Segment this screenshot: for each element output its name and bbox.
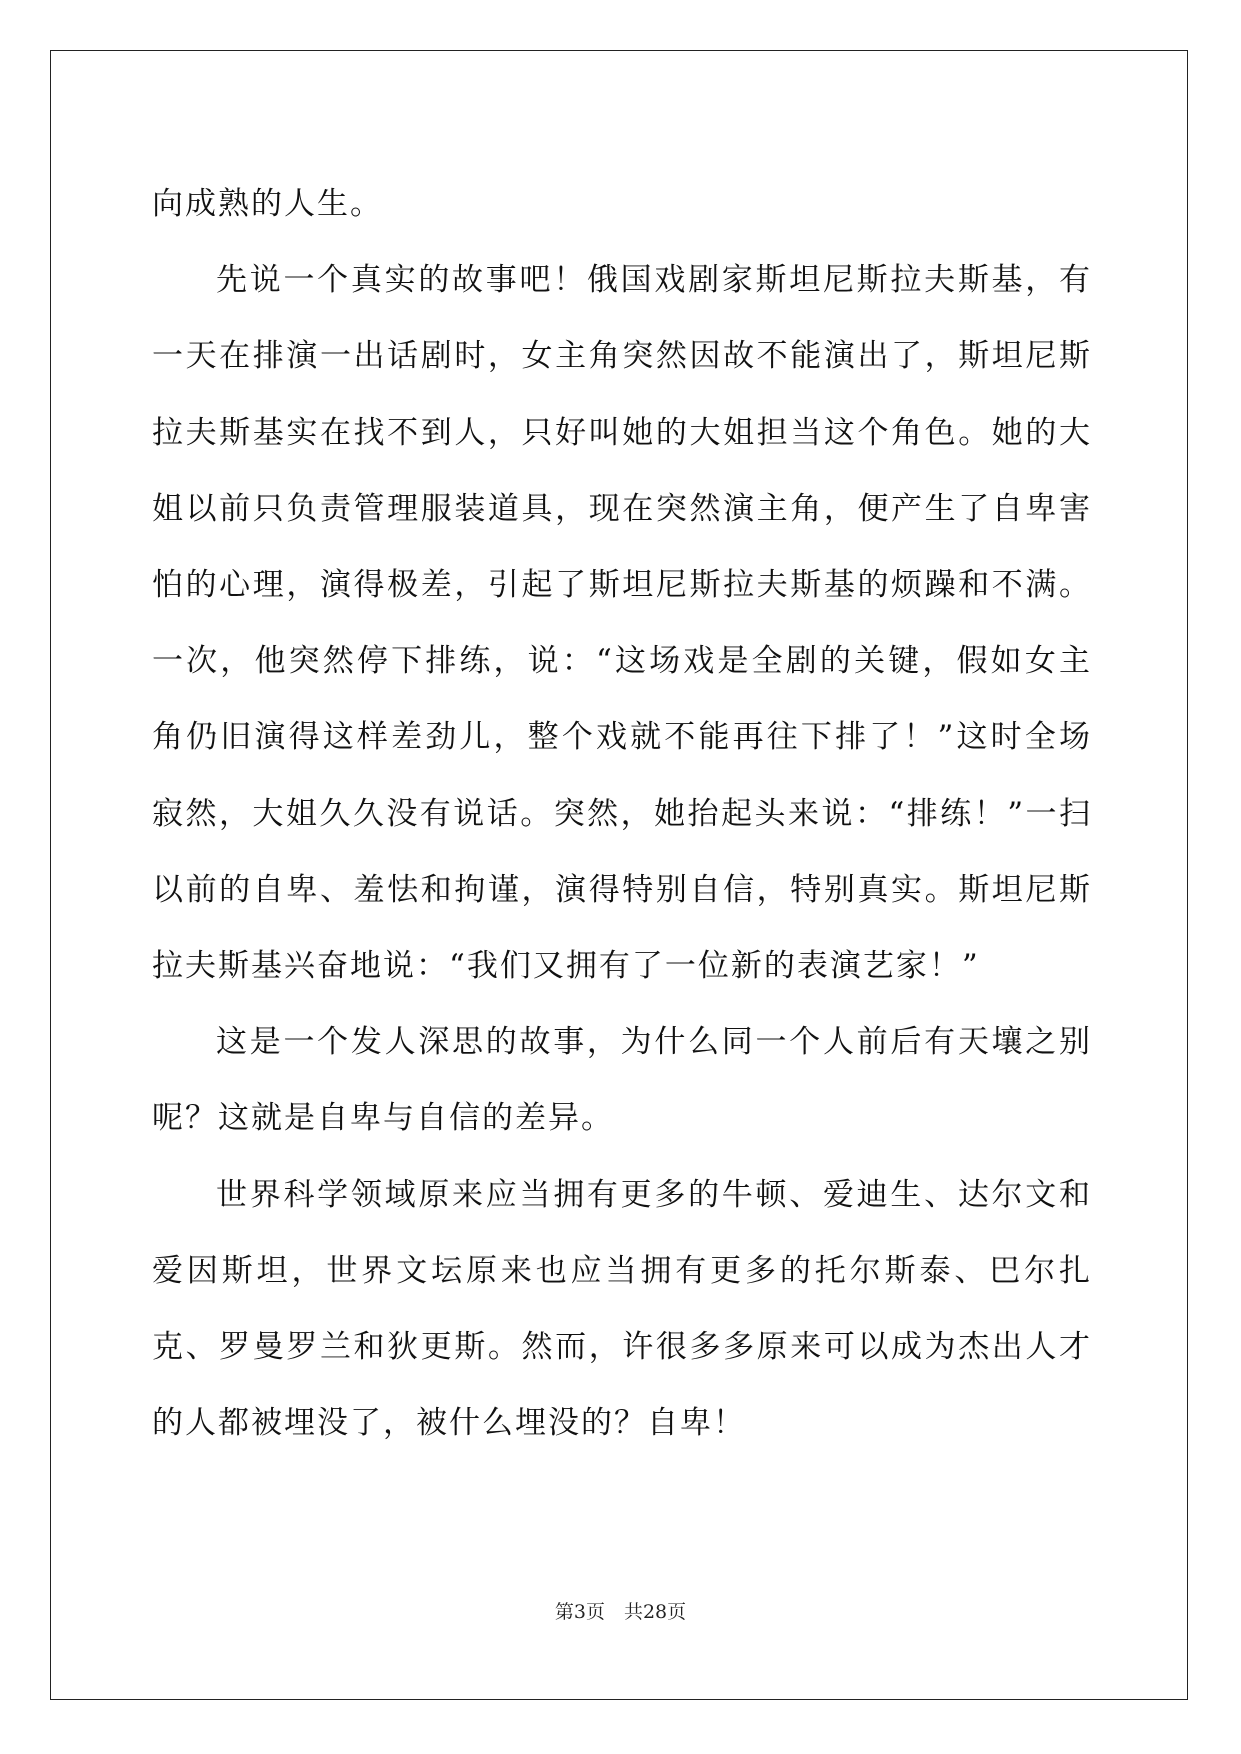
document-body — [152, 166, 1092, 1461]
paragraph-1: 向成熟的人生。 — [152, 186, 383, 222]
paragraph-4: 世界科学领域原来应当拥有更多的牛顿、爱迪生、达尔文和爱因斯坦，世界文坛原来也应当拥有更多的托尔斯泰、巴尔扎克、罗曼罗兰和狄更斯。然而，许很多多原来可以成为杰出人才的人都被埋没了，被什么埋没的？自卑！ — [152, 1176, 1092, 1442]
paragraph-3: 这是一个发人深思的故事，为什么同一个人前后有天壤之别呢？这就是自卑与自信的差异。 — [152, 1024, 1092, 1137]
page-number-footer: 第3页 共28页 — [554, 1601, 687, 1623]
paragraph-2: 先说一个真实的故事吧！俄国戏剧家斯坦尼斯拉夫斯基，有一天在排演一出话剧时，女主角突然因故不能演出了，斯坦尼斯拉夫斯基实在找不到人，只好叫她的大姐担当这个角色。她的大姐以前只负责管理服装道具，现在突然演主角，便产生了自卑害怕的心理，演得极差，引起了斯坦尼斯拉夫斯基的烦躁和不满。一次，他突然停下排练，说：“这场戏是全剧的关键，假如女主角仍旧演得这样差劲儿，整个戏就不能再往下排了！”这时全场寂然，大姐久久没有说话。突然，她抬起头来说：“排练！”一扫以前的自卑、羞怯和拘谨，演得特别自信，特别真实。斯坦尼斯拉夫斯基兴奋地说：“我们又拥有了一位新的表演艺家！” — [152, 262, 1092, 985]
